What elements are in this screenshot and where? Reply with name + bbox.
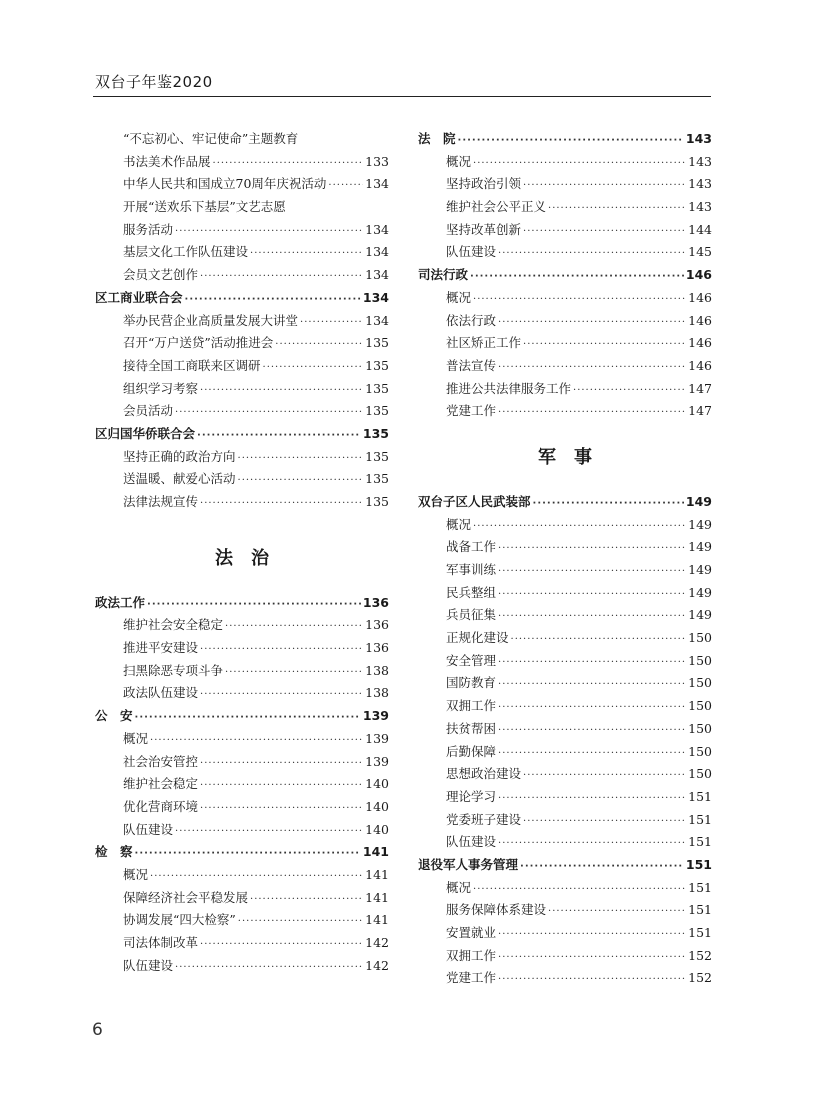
toc-page-number: 150 [688,675,712,691]
dot-leader [548,198,686,221]
dot-leader [175,821,363,844]
dot-leader [523,765,686,788]
dot-leader [185,289,361,312]
toc-page-number: 147 [688,403,712,419]
toc-page-number: 141 [362,844,389,860]
toc-entry-title: 召开“万户送贷”活动推进会 [123,335,274,351]
toc-entry-title: 正规化建设 [446,630,509,646]
dot-leader [200,775,363,798]
toc-page-number: 142 [365,957,389,973]
dot-leader [200,380,363,403]
toc-page-number: 135 [362,425,389,441]
toc-entry-title: 概况 [123,866,149,882]
toc-entry-title: 退役军人事务管理 [418,856,519,872]
toc-entry-title: 党建工作 [446,970,497,986]
dot-leader [150,730,363,753]
dot-leader [275,334,363,357]
toc-entry-title: 协调发展“四大检察” [123,912,236,928]
toc-entry[interactable] [418,786,712,809]
toc-entry-title: 双拥工作 [446,947,497,963]
toc-entry-title: 保障经济社会平稳发展 [123,889,249,905]
dot-leader [263,357,364,380]
toc-entry-title: 会员文艺创作 [123,267,199,283]
dot-leader [200,639,363,662]
dot-leader [250,889,363,912]
dot-leader [150,866,363,889]
toc-entry[interactable] [418,627,712,650]
toc-section-entry[interactable] [418,264,712,287]
toc-page-number: 143 [685,131,712,146]
dot-leader [523,334,686,357]
toc-entry[interactable] [95,491,389,514]
dot-leader [175,402,363,425]
toc-entry[interactable] [418,241,712,264]
toc-entry-title: 书法美术作品展 [123,153,211,169]
toc-page-number: 135 [365,380,389,396]
toc-page-number: 150 [688,720,712,736]
toc-entry[interactable] [418,196,712,219]
toc-entry[interactable] [418,809,712,832]
dot-leader [238,448,364,471]
toc-page-number: 152 [688,947,712,963]
dot-leader [523,175,686,198]
toc-entry[interactable] [95,400,389,423]
toc-entry[interactable] [418,559,712,582]
toc-entry-title: 民兵整组 [446,584,497,600]
toc-entry-title: 扫黑除恶专项斗争 [123,662,224,678]
toc-entry-title: 理论学习 [446,788,497,804]
toc-page-number: 136 [365,617,389,633]
toc-page-number: 141 [365,889,389,905]
toc-entry-title: 双台子区人民武装部 [418,493,531,509]
dot-leader [498,674,686,697]
dot-leader [533,493,684,516]
dot-leader [498,312,686,335]
toc-page-number: 141 [365,866,389,882]
toc-entry[interactable] [95,819,389,842]
toc-entry[interactable] [418,400,712,423]
toc-entry[interactable] [95,773,389,796]
toc-entry[interactable] [95,887,389,910]
toc-entry[interactable] [418,922,712,945]
toc-entry-title: 后勤保障 [446,743,497,759]
toc-page-number: 139 [365,753,389,769]
toc-page-number: 147 [688,380,712,396]
toc-page-number: 146 [688,335,712,351]
dot-leader [250,243,363,266]
toc-entry[interactable] [418,173,712,196]
toc-entry[interactable] [418,672,712,695]
toc-page-number: 150 [688,766,712,782]
toc-page-number: 138 [365,662,389,678]
toc-entry-title: 坚持正确的政治方向 [123,448,236,464]
toc-entry-title: 法律法规宣传 [123,494,199,509]
dot-leader [473,153,686,176]
toc-page-number: 149 [688,562,712,577]
toc-entry[interactable] [95,219,389,242]
dot-leader [498,538,686,561]
toc-entry-title: 党建工作 [446,403,497,419]
toc-section-entry[interactable] [418,491,712,514]
toc-page-number: 151 [688,834,712,850]
toc-entry-title: 基层文化工作队伍建设 [123,244,249,260]
toc-section-entry[interactable] [418,128,712,151]
toc-entry-title: 接待全国工商联来区调研 [123,357,261,373]
toc-entry-title: 优化营商环境 [123,798,199,814]
toc-page-number: 135 [365,335,389,351]
toc-entry[interactable] [95,332,389,355]
toc-page-number: 140 [365,776,389,792]
toc-page-number: 139 [365,730,389,746]
toc-entry-title: 司法体制改革 [123,935,199,950]
toc-entry-title: 概况 [123,730,149,746]
dot-leader [135,843,361,866]
toc-entry[interactable] [95,173,389,196]
toc-entry-title: 安置就业 [446,925,497,940]
toc-section-entry[interactable] [95,287,389,310]
toc-entry-title: 双拥工作 [446,698,497,714]
dot-leader [200,798,363,821]
page-number: 6 [92,1020,103,1040]
toc-section-entry[interactable] [95,705,389,728]
toc-page-number: 136 [362,594,389,610]
toc-entry[interactable] [418,831,712,854]
toc-entry[interactable] [95,751,389,774]
toc-entry[interactable] [95,637,389,660]
toc-entry[interactable] [418,287,712,310]
toc-page-number: 150 [688,698,712,714]
dot-leader [498,743,686,766]
dot-leader [498,652,686,675]
toc-entry[interactable] [418,741,712,764]
dot-leader [498,561,686,584]
toc-page-number: 141 [365,912,389,928]
dot-leader [473,516,686,539]
toc-page-number: 151 [688,788,712,804]
toc-entry[interactable] [418,378,712,401]
toc-entry[interactable] [418,695,712,718]
toc-page-number: 143 [688,199,712,215]
toc-entry-title: 普法宣传 [446,357,497,373]
toc-entry-title: 司法行政 [418,267,469,283]
dot-leader [200,266,363,289]
toc-page-number: 134 [365,312,389,328]
toc-page-number: 149 [688,607,712,623]
toc-entry[interactable] [95,241,389,264]
toc-page-number: 151 [688,902,712,918]
dot-leader [458,130,684,153]
dot-leader [175,221,363,244]
dot-leader [498,788,686,811]
toc-page-number: 149 [688,539,712,555]
toc-entry[interactable] [418,604,712,627]
toc-page-number: 151 [688,811,712,827]
dot-leader [200,753,363,776]
toc-page-number: 145 [688,244,712,260]
toc-page-number: 134 [365,176,389,192]
dot-leader [498,243,686,266]
running-header-title: 双台子年鉴2020 [95,73,213,91]
toc-entry[interactable] [418,899,712,922]
toc-entry-title: 中华人民共和国成立70周年庆祝活动 [123,176,327,192]
toc-page-number: 135 [365,357,389,373]
toc-page-number: 133 [365,153,389,169]
section-heading: 法治 [215,547,287,569]
toc-page-number: 149 [685,493,712,509]
toc-page-number: 146 [688,357,712,373]
toc-entry[interactable] [418,310,712,333]
toc-entry-title: 概况 [446,516,472,532]
toc-section-entry[interactable] [95,841,389,864]
toc-entry-title: 服务保障体系建设 [446,902,547,918]
toc-entry-title: 概况 [446,289,472,305]
dot-leader [473,879,686,902]
toc-entry[interactable] [95,310,389,333]
toc-entry[interactable] [418,332,712,355]
toc-page-number: 149 [688,584,712,600]
toc-entry[interactable] [418,219,712,242]
toc-page-number: 139 [362,708,389,724]
toc-entry-title: 区工商业联合会 [95,289,183,305]
toc-entry[interactable] [418,945,712,968]
dot-leader [548,901,686,924]
toc-page-number: 146 [685,267,712,283]
toc-entry-title: 政法队伍建设 [123,685,199,701]
toc-page-number: 136 [365,640,389,656]
toc-entry[interactable] [418,514,712,537]
toc-page-number: 135 [365,494,389,509]
dot-leader [200,934,363,957]
toc-entry-title: 社区矫正工作 [446,335,522,351]
toc-entry-title: 维护社会安全稳定 [123,617,224,633]
toc-entry[interactable] [95,682,389,705]
dot-leader [175,957,363,980]
dot-leader [498,402,686,425]
toc-entry-title: 队伍建设 [123,957,174,973]
toc-page-number: 134 [365,221,389,237]
dot-leader [498,606,686,629]
dot-leader [498,720,686,743]
toc-entry-title: 维护社会公平正义 [446,199,547,215]
toc-entry[interactable] [418,877,712,900]
toc-entry-title: 概况 [446,879,472,895]
toc-entry-title: 党委班子建设 [446,811,522,827]
toc-entry-title: 队伍建设 [446,244,497,260]
toc-entry[interactable] [418,718,712,741]
toc-entry-title: 战备工作 [446,539,497,555]
toc-entry-title: 队伍建设 [446,834,497,850]
section-heading: 军事 [538,446,610,468]
toc-entry[interactable] [418,582,712,605]
toc-entry[interactable] [95,909,389,932]
toc-entry[interactable] [95,196,389,219]
dot-leader [498,697,686,720]
toc-entry-title: 政法工作 [95,594,146,610]
toc-entry[interactable] [418,536,712,559]
toc-page-number: 140 [365,798,389,814]
dot-leader [473,289,686,312]
toc-entry-title: 开展“送欢乐下基层”文艺志愿 [123,199,286,215]
toc-entry-title: 队伍建设 [123,821,174,837]
toc-page-number: 150 [688,743,712,759]
dot-leader [520,856,684,879]
toc-entry[interactable] [418,355,712,378]
dot-leader [200,684,363,707]
toc-entry[interactable] [95,660,389,683]
toc-entry[interactable] [95,864,389,887]
toc-entry-title: 会员活动 [123,403,174,419]
dot-leader [213,153,364,176]
toc-entry[interactable] [418,967,712,990]
toc-entry[interactable] [418,763,712,786]
header-rule [93,96,711,97]
toc-entry-title: 安全管理 [446,652,497,668]
toc-entry[interactable] [95,264,389,287]
toc-entry[interactable] [95,796,389,819]
toc-entry[interactable] [418,151,712,174]
dot-leader [225,662,363,685]
toc-page-number: 150 [688,630,712,646]
dot-leader [470,266,684,289]
toc-entry[interactable] [95,468,389,491]
dot-leader [200,493,363,516]
toc-entry-title: 区归国华侨联合会 [95,425,196,441]
toc-left-column [95,128,389,977]
toc-section-entry[interactable] [418,854,712,877]
toc-entry[interactable] [95,932,389,955]
toc-page-number: 150 [688,652,712,668]
toc-entry-title: 维护社会稳定 [123,776,199,792]
dot-leader [511,629,687,652]
toc-page-number: 146 [688,312,712,328]
dot-leader [573,380,686,403]
dot-leader [197,425,361,448]
toc-page-number: 134 [365,267,389,283]
dot-leader [147,594,361,617]
toc-entry-title: 依法行政 [446,312,497,328]
toc-entry-title: “不忘初心、牢记使命”主题教育 [123,131,299,146]
toc-entry-title: 坚持改革创新 [446,221,522,237]
toc-entry[interactable] [95,151,389,174]
toc-entry-title: 组织学习考察 [123,380,199,396]
toc-entry-title: 思想政治建设 [446,766,522,782]
toc-entry-title: 检 察 [95,844,133,860]
toc-entry-title: 扶贫帮困 [446,720,497,736]
dot-leader [498,357,686,380]
dot-leader [523,811,686,834]
toc-page-number: 152 [688,970,712,986]
toc-entry-title: 法 院 [418,131,456,146]
toc-entry-title: 公 安 [95,708,133,724]
toc-entry[interactable] [95,128,389,151]
toc-entry-title: 社会治安管控 [123,753,199,769]
toc-page-number: 135 [365,471,389,487]
toc-entry[interactable] [95,728,389,751]
dot-leader [498,833,686,856]
toc-page-number: 143 [688,153,712,169]
toc-page-number: 138 [365,685,389,701]
toc-page-number: 142 [365,935,389,950]
dot-leader [523,221,686,244]
toc-entry[interactable] [95,378,389,401]
toc-entry[interactable] [95,446,389,469]
dot-leader [498,924,686,947]
toc-entry[interactable] [418,650,712,673]
toc-page-number: 144 [688,221,712,237]
dot-leader [238,911,363,934]
toc-entry-title: 推进平安建设 [123,640,199,656]
toc-section-entry[interactable] [95,592,389,615]
toc-right-column [418,128,712,990]
toc-page-number: 151 [685,856,712,872]
toc-page-number: 151 [688,925,712,940]
dot-leader [135,707,361,730]
toc-entry[interactable] [95,355,389,378]
toc-entry-title: 举办民营企业高质量发展大讲堂 [123,312,299,328]
toc-entry-title: 概况 [446,153,472,169]
dot-leader [328,175,363,198]
toc-entry-title: 军事训练 [446,562,497,577]
toc-entry-title: 服务活动 [123,221,174,237]
toc-entry-title: 送温暖、献爱心活动 [123,471,236,487]
toc-page-number: 134 [365,244,389,260]
toc-page-number: 134 [362,289,389,305]
toc-entry-title: 坚持政治引领 [446,176,522,192]
toc-entry[interactable] [95,955,389,978]
dot-leader [225,616,363,639]
dot-leader [238,470,364,493]
dot-leader [498,947,686,970]
toc-page-number: 135 [365,448,389,464]
toc-section-entry[interactable] [95,423,389,446]
toc-page-number: 151 [688,879,712,895]
toc-page-number: 146 [688,289,712,305]
toc-entry-title: 推进公共法律服务工作 [446,380,572,396]
dot-leader [498,584,686,607]
toc-page-number: 135 [365,403,389,419]
dot-leader [498,969,686,992]
toc-entry-title: 国防教育 [446,675,497,691]
dot-leader [300,312,363,335]
toc-page-number: 149 [688,516,712,532]
toc-entry[interactable] [95,614,389,637]
toc-page-number: 143 [688,176,712,192]
toc-page-number: 140 [365,821,389,837]
toc-entry-title: 兵员征集 [446,607,497,623]
